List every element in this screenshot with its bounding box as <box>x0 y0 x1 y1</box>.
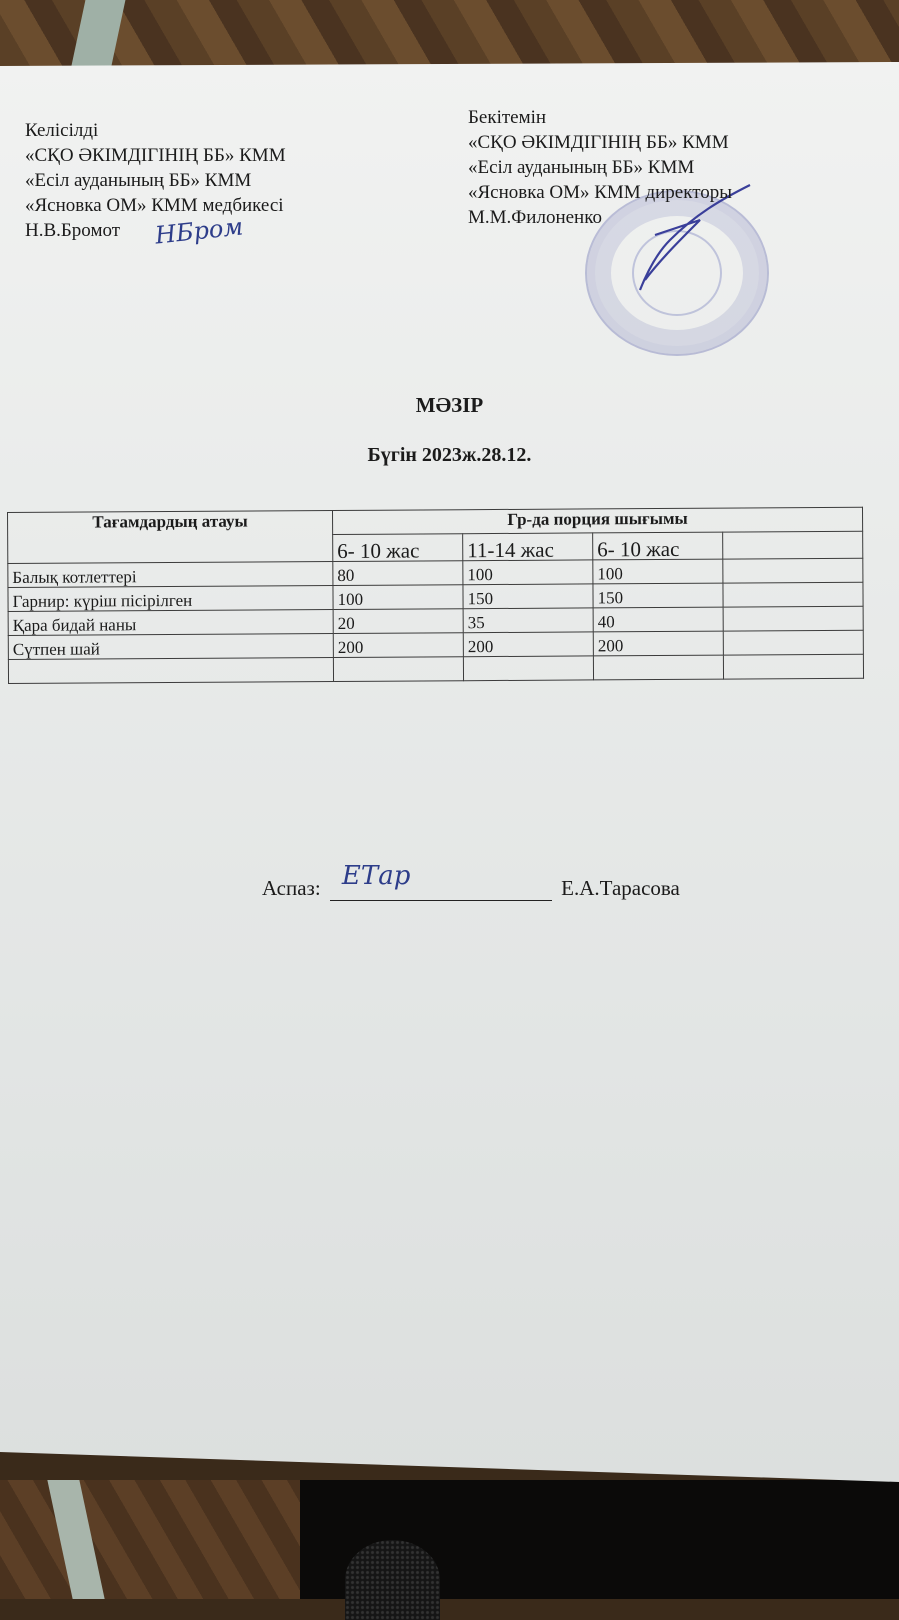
column-header-age: 6- 10 жас <box>333 534 463 562</box>
approval-left-line: «Ясновка ОМ» КММ медбикесі <box>25 195 284 216</box>
cook-signature-row <box>262 861 680 901</box>
column-header-age <box>723 531 863 559</box>
approval-right-block <box>468 105 732 230</box>
background-wood-top <box>0 0 899 70</box>
portion-value <box>723 558 863 583</box>
approval-right-heading: Бекітемін <box>468 107 547 128</box>
column-header-portion-output: Гр-да порция шығымы <box>332 507 862 534</box>
signature-line <box>330 861 552 901</box>
portion-value <box>463 656 593 681</box>
approval-left-heading: Келісілді <box>25 120 99 141</box>
portion-value: 150 <box>463 584 593 609</box>
portion-value: 100 <box>333 585 463 610</box>
background-knit-object <box>345 1540 440 1620</box>
document-date: Бүгін 2023ж.28.12. <box>367 444 532 466</box>
portion-value: 20 <box>333 609 463 634</box>
handwritten-signature: ЕТар <box>341 861 411 891</box>
dish-name: Қара бидай наны <box>8 610 333 636</box>
column-header-age: 6- 10 жас <box>593 532 723 560</box>
portion-value: 150 <box>593 583 723 608</box>
document-title: МӘЗІР <box>415 393 484 417</box>
column-header-dish-name: Тағамдардың атауы <box>8 511 333 564</box>
portion-value: 100 <box>593 559 723 584</box>
portion-value: 200 <box>333 633 463 658</box>
portion-value <box>333 657 463 682</box>
menu-table <box>7 507 864 684</box>
approval-right-line: «СҚО ӘКІМДІГІНІҢ ББ» КММ <box>468 132 729 153</box>
portion-value: 100 <box>463 560 593 585</box>
approval-left-line: «СҚО ӘКІМДІГІНІҢ ББ» КММ <box>25 145 286 166</box>
approval-left-signer-row <box>25 212 286 250</box>
portion-value: 40 <box>593 607 723 632</box>
dish-name: Балық котлеттері <box>8 562 333 588</box>
approval-left-signer: Н.В.Бромот <box>25 220 121 241</box>
column-header-age: 11-14 жас <box>463 533 593 561</box>
dish-name: Сүтпен шай <box>8 634 333 660</box>
cook-name: Е.А.Тарасова <box>561 876 680 900</box>
portion-value: 200 <box>593 631 723 656</box>
approval-right-line: «Есіл ауданының ББ» КММ <box>468 157 695 178</box>
portion-value: 200 <box>463 632 593 657</box>
approval-left-line: «Есіл ауданының ББ» КММ <box>25 170 252 191</box>
cook-label: Аспаз: <box>262 876 321 900</box>
approval-left-block <box>25 118 286 250</box>
dish-name: Гарнир: күріш пісірілген <box>8 586 333 612</box>
table-row-empty <box>8 654 863 683</box>
portion-value: 35 <box>463 608 593 633</box>
portion-value <box>723 606 863 631</box>
handwritten-signature: НБром <box>153 212 245 250</box>
portion-value <box>593 655 723 680</box>
portion-value <box>723 582 863 607</box>
background-wood-bottom <box>0 1480 300 1599</box>
portion-value: 80 <box>333 561 463 586</box>
portion-value <box>723 630 863 655</box>
dish-name <box>8 658 333 684</box>
portion-value <box>723 654 863 679</box>
approval-right-line: «Ясновка ОМ» КММ директоры <box>468 182 733 203</box>
approval-right-signer: М.М.Филоненко <box>468 207 602 228</box>
